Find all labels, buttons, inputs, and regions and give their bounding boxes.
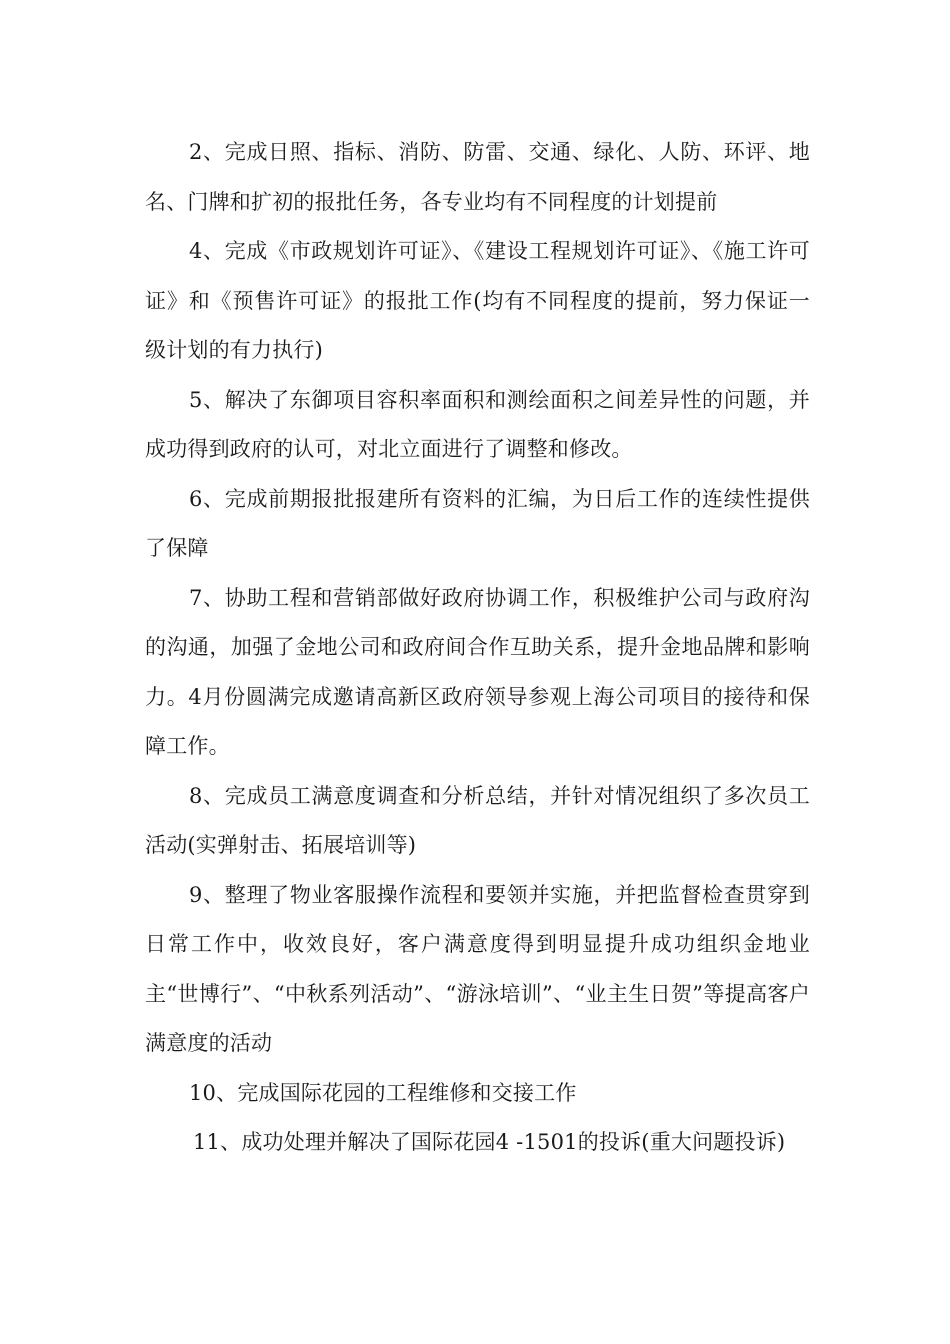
- paragraph-item-7: 7、协助工程和营销部做好政府协调工作，积极维护公司与政府沟的沟通，加强了金地公司和政府间合作互助关系，提升金地品牌和影响力。4月份圆满完成邀请高新区政府领导参观上海公司项目的接待和保障工作。: [145, 585, 810, 758]
- paragraph-item-9: 9、整理了物业客服操作流程和要领并实施，并把监督检查贯穿到日常工作中，收效良好，客户满意度得到明显提升成功组织金地业主“世博行”、“中秋系列活动”、“游泳培训”、“业主生日贺”等提高客户满意度的活动: [145, 882, 810, 1055]
- document-body: [145, 128, 810, 1168]
- paragraph-item-10: 10、完成国际花园的工程维修和交接工作: [189, 1080, 577, 1105]
- paragraph-item-2: 2、完成日照、指标、消防、防雷、交通、绿化、人防、环评、地名、门牌和扩初的报批任务，各专业均有不同程度的计划提前: [145, 140, 810, 214]
- paragraph-item-5: 5、解决了东御项目容积率面积和测绘面积之间差异性的问题，并成功得到政府的认可，对北立面进行了调整和修改。: [145, 387, 810, 461]
- paragraph-item-11: 11、成功处理并解决了国际花园4 -1501的投诉(重大问题投诉): [193, 1130, 786, 1154]
- paragraph-item-6: 6、完成前期报批报建所有资料的汇编，为日后工作的连续性提供了保障: [145, 486, 810, 560]
- paragraph-item-8: 8、完成员工满意度调查和分析总结，并针对情况组织了多次员工活动(实弹射击、拓展培训等): [145, 783, 810, 857]
- paragraph-item-4: 4、完成《市政规划许可证》、《建设工程规划许可证》、《施工许可证》和《预售许可证》的报批工作(均有不同程度的提前，努力保证一级计划的有力执行): [145, 239, 810, 362]
